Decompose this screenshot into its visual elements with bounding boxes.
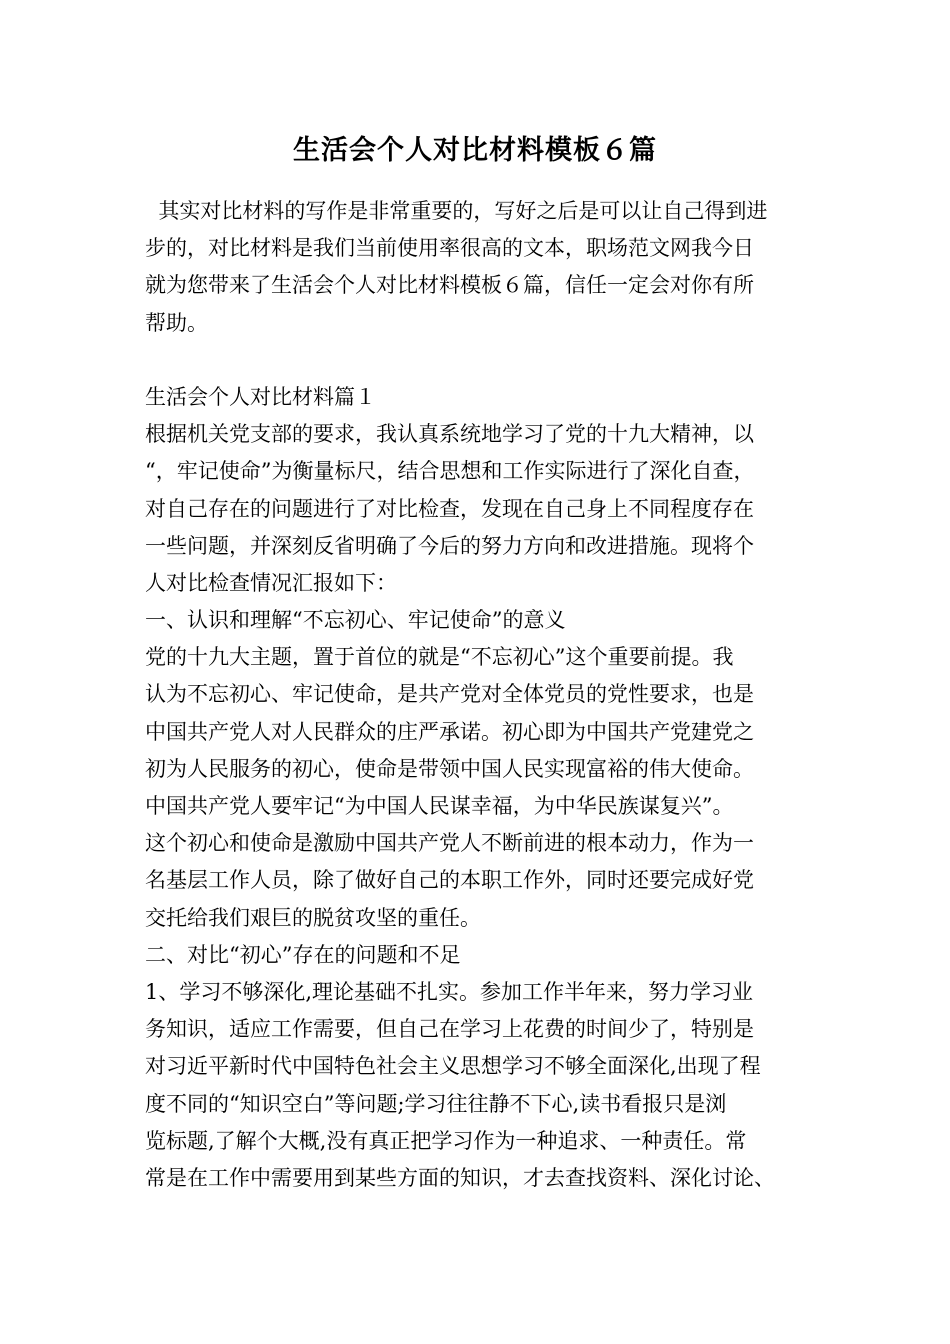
text-line: 生活会个人对比材料篇１ [145,384,376,409]
document-title: 生活会个人对比材料模板６篇 [293,135,657,166]
text-line: 其实对比材料的写作是非常重要的，写好之后是可以让自己得到进 [145,199,768,223]
text-line: 这个初心和使命是激励中国共产党人不断前进的根本动力，作为一 [145,831,754,856]
text-line: 就为您带来了生活会个人对比材料模板６篇，信任一定会对你有所 [145,273,754,298]
text-line: 人对比检查情况汇报如下： [145,570,397,595]
text-line: 览标题,了解个大概,没有真正把学习作为一种追求、一种责任。常 [145,1128,747,1153]
text-line: 名基层工作人员，除了做好自己的本职工作外，同时还要完成好党 [145,868,754,893]
blank-line [145,342,825,379]
text-line: 中国共产党人对人民群众的庄严承诺。初心即为中国共产党建党之 [145,719,754,744]
text-line: 对习近平新时代中国特色社会主义思想学习不够全面深化,出现了程 [145,1054,761,1079]
text-line: 对自己存在的问题进行了对比检查，发现在自己身上不同程度存在 [145,496,754,521]
text-line: 常是在工作中需要用到某些方面的知识，才去查找资料、深化讨论、 [145,1165,775,1190]
text-line: 帮助。 [145,310,208,335]
text-line: 务知识，适应工作需要，但自己在学习上花费的时间少了，特别是 [145,1017,754,1042]
text-line: 根据机关党支部的要求，我认真系统地学习了党的十九大精神，以 [145,422,754,447]
text-line: “，牢记使命”为衡量标尺，结合思想和工作实际进行了深化自查， [145,459,755,484]
text-line: 步的，对比材料是我们当前使用率很高的文本，职场范文网我今日 [145,236,754,261]
text-line: 中国共产党人要牢记“为中国人民谋幸福，为中华民族谋复兴”。 [145,794,734,818]
text-line: 交托给我们艰巨的脱贫攻坚的重任。 [145,905,481,930]
text-line: 初为人民服务的初心，使命是带领中国人民实现富裕的伟大使命。 [145,756,754,781]
document-body [145,193,825,1197]
text-line: 二、对比“初心”存在的问题和不足 [145,942,461,967]
text-line: 党的十九大主题，置于首位的就是“不忘初心”这个重要前提。我 [145,645,734,670]
text-line: 一、认识和理解“不忘初心、牢记使命”的意义 [145,608,566,633]
text-line: 1、学习不够深化,理论基础不扎实。参加工作半年来，努力学习业 [145,979,754,1004]
text-line: 度不同的“知识空白”等问题;学习往往静不下心,读书看报只是浏 [145,1091,727,1116]
text-line: 一些问题，并深刻反省明确了今后的努力方向和改进措施。现将个 [145,533,754,558]
text-line: 认为不忘初心、牢记使命，是共产党对全体党员的党性要求，也是 [145,682,754,707]
